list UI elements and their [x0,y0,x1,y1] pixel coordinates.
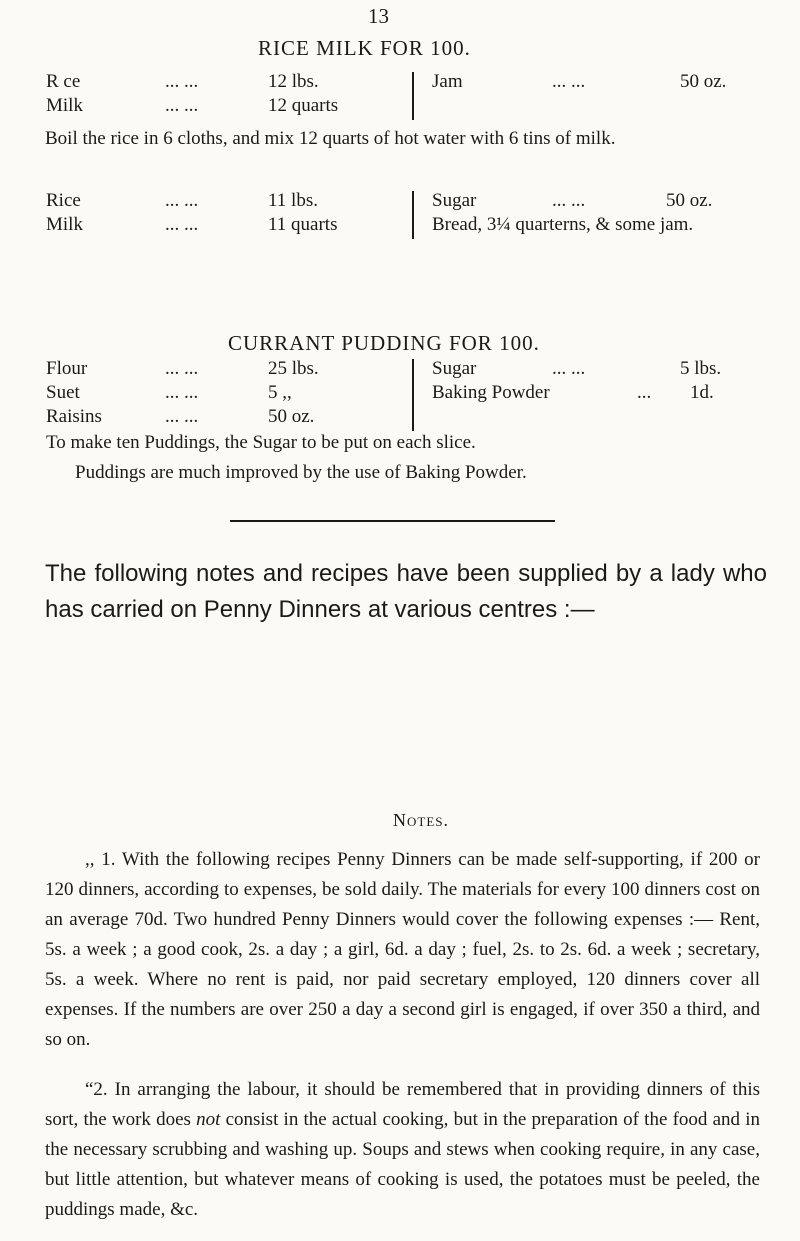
ingredient-qty: 50 oz. [666,190,713,211]
note-1 [45,845,760,1055]
intro-paragraph: The following notes and recipes have been supplied by a lady who has carried on Penny Dinners at various centres :— [45,560,767,623]
instruction-paragraph [45,124,760,154]
ingredient-dots: ... [637,382,652,403]
ingredient-dots: ... ... [552,190,586,211]
ingredient-name: Suet [46,382,80,403]
ingredient-dots: ... ... [552,71,586,92]
column-divider [412,359,414,431]
ingredient-qty: 5 ,, [268,382,292,403]
ingredient-qty: 5 lbs. [680,358,722,379]
ingredient-qty: 12 quarts [268,95,339,116]
ingredient-name: Milk [46,95,83,116]
ingredient-qty: 50 oz. [268,406,315,427]
ingredient-name: R ce [46,71,81,92]
recipe-title-currant-pudding: CURRANT PUDDING FOR 100. [228,331,540,355]
ingredient-dots: ... ... [552,358,586,379]
notes-heading: Notes. [393,810,449,830]
note-2-before: “2. In arranging the labour, it should be remembered that in providing dinners of this sort, the work does [45,1079,760,1130]
ingredient-qty: 11 quarts [268,214,338,235]
ingredient-dots: ... ... [165,71,199,92]
ingredient-name: Bread, 3¼ quarterns, & some jam. [432,214,694,235]
note-1-text: ,, 1. With the following recipes Penny Dinners can be made self-supporting, if 200 or 120 dinners, according to expenses, be sold daily. The materials for every 100 dinners cost on an average 70d. Two hundred Penny Dinners would cover the following expenses :— Rent, 5s. a week ; a good cook, 2s. a day ; a girl, 6d. a day ; fuel, 2s. to 2s. 6d. a week ; secretary, 5s. a week. Where no rent is paid, nor paid secretary employed, 120 dinners cover all expenses. If the numbers are over 250 a day a second girl is engaged, if over 350 a third, and so on. [45,849,760,1050]
ingredient-name: Baking Powder [432,382,550,403]
ingredient-qty: 12 lbs. [268,71,319,92]
instruction-text: Boil the rice in 6 cloths, and mix 12 quarts of hot water with 6 tins of milk. [45,128,616,149]
column-divider [412,72,414,120]
ingredient-dots: ... ... [165,95,199,116]
ingredient-qty: 11 lbs. [268,190,318,211]
ingredient-dots: ... ... [165,358,199,379]
ingredient-qty: 1d. [690,382,714,403]
ingredient-name: Flour [46,358,88,379]
ingredient-qty: 25 lbs. [268,358,319,379]
ingredient-dots: ... ... [165,214,199,235]
ingredient-name: Jam [432,71,463,92]
pudding-note: To make ten Puddings, the Sugar to be put on each slice. [46,432,476,453]
column-divider [412,191,414,239]
note-2-text [45,1075,760,1225]
page-number: 13 [368,4,389,28]
ingredient-name: Milk [46,214,83,235]
section-divider [230,520,555,522]
ingredient-dots: ... ... [165,382,199,403]
ingredient-name: Rice [46,190,81,211]
note-2 [45,1075,760,1225]
ingredient-name: Sugar [432,190,477,211]
note-2-emphasis: not [196,1109,221,1130]
ingredient-name: Raisins [46,406,102,427]
ingredient-qty: 50 oz. [680,71,727,92]
recipe-title-rice-milk: RICE MILK FOR 100. [258,36,471,60]
note-2-after: consist in the actual cooking, but in the preparation of the food and in the necessary scrubbing and washing up. Soups and stews when cooking require, in any case, but little attention, but whatever means of cooking is used, the potatoes must be peeled, the puddings made, &c. [45,1109,760,1220]
ingredient-dots: ... ... [165,190,199,211]
ingredient-name: Sugar [432,358,477,379]
ingredient-dots: ... ... [165,406,199,427]
pudding-note: Puddings are much improved by the use of Baking Powder. [75,462,527,483]
